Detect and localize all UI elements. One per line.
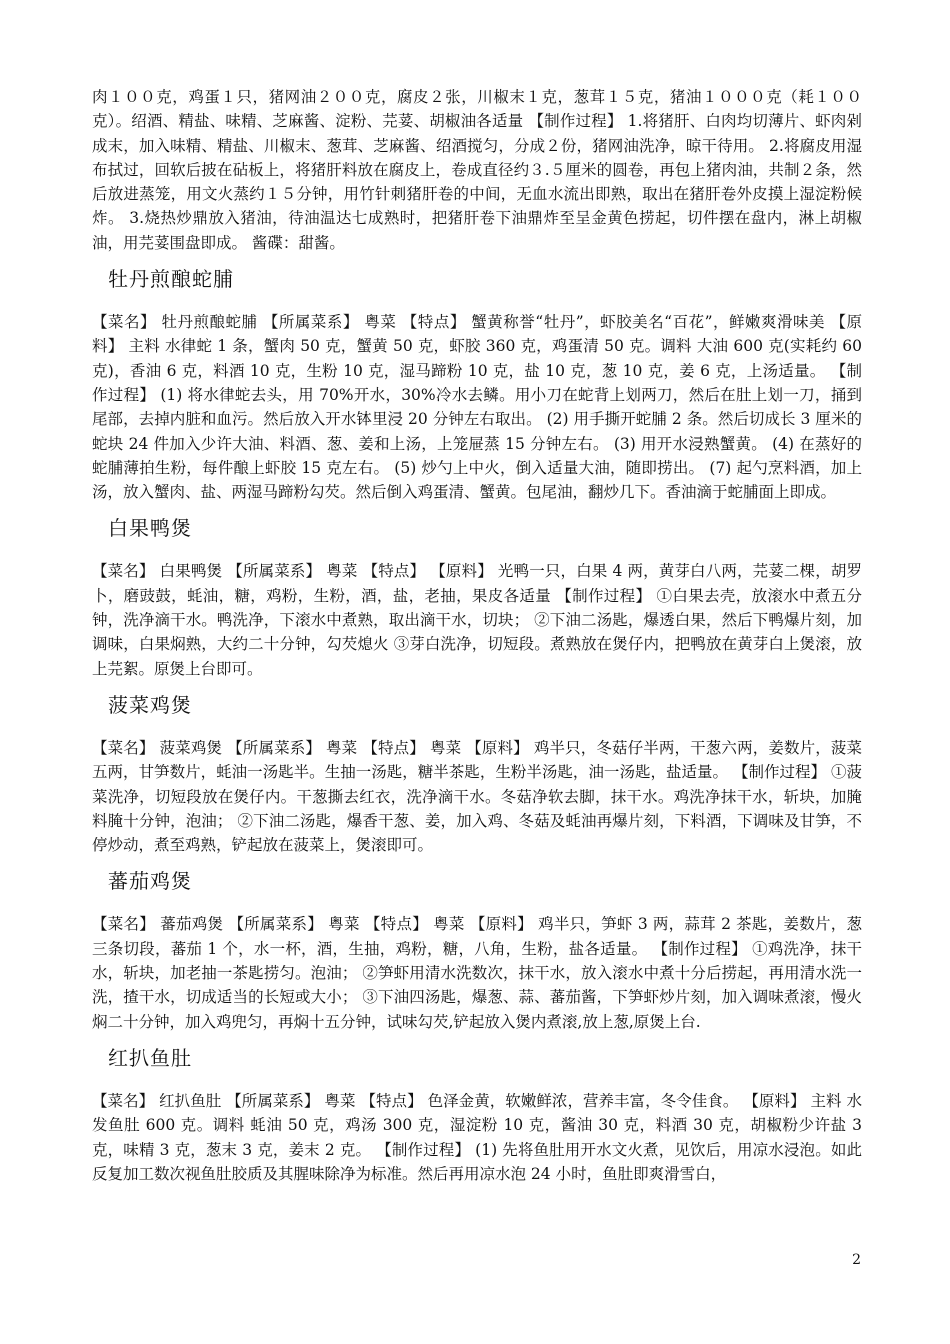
recipe-title: 蕃茄鸡煲 [108,869,192,894]
recipe-body: 【菜名】 菠菜鸡煲 【所属菜系】 粤菜 【特点】 粤菜 【原料】 鸡半只，冬菇仔半两，干葱六两，姜数片，菠菜五两，甘笋数片，蚝油一汤匙半。生抽一汤匙，糖半茶匙，生粉半汤匙，油一汤匙，盐适量。 【制作过程】 ①菠菜洗净，切短段放在煲仔内。干葱撕去红衣，洗净滴干水。冬菇净软去脚，抹干水。鸡洗净抹干水，斩块，加腌料腌十分钟，泡油； ②下油二汤匙，爆香干葱、姜，加入鸡、冬菇及蚝油再爆片刻，下料酒，下调味及甘笋，不停炒动，煮至鸡熟，铲起放在菠菜上，煲滚即可。 [92,738,862,855]
recipe-title: 菠菜鸡煲 [108,692,192,717]
recipe-body: 【菜名】 白果鸭煲 【所属菜系】 粤菜 【特点】 【原料】 光鸭一只，白果 4 两，黄芽白八两，芫荽二棵，胡罗卜，磨豉鼓，蚝油，糖，鸡粉，生粉，酒，盐，老抽，果皮各适量 【制作过程】 ①白果去壳，放滚水中煮五分钟，洗净滴干水。鸭洗净，下滚水中煮熟，取出滴干水，切块； ②下油二汤匙，爆透白果，然后下鸭爆片刻，加调味，白果焖熟，大约二十分钟，勾芡熄火 ③芽白洗净，切短段。煮熟放在煲仔内，把鸭放在黄芽白上煲滚，放上芫絮。原煲上台即可。 [92,562,862,678]
recipe-body: 【菜名】 牡丹煎酿蛇脯 【所属菜系】 粤菜 【特点】 蟹黄称誉“牡丹”，虾胶美名“百花”，鲜嫩爽滑味美 【原料】 主料 水律蛇 1 条，蟹肉 50 克，蟹黄 50 克，虾胶 360 克，鸡蛋清 50 克。调料 大油 600 克(实耗约 60 克)，香油 6 克，料酒 10 克，生粉 10 克，湿马蹄粉 10 克，盐 10 克，葱 10 克，姜 6 克，上汤适量。 【制作过程】 (1) 将水律蛇去头，用 70%开水，30%冷水去鳞。用小刀在蛇背上划两刀，然后在肚上划一刀，捅到尾部，去掉内脏和血污。然后放入开水钵里浸 20 分钟左右取出。 (2) 用手撕开蛇脯 2 条。然后切成长 3 厘米的蛇块 24 件加入少许大油、料酒、葱、姜和上汤，上笼屉蒸 15 分钟左右。 (3) 用开水浸熟蟹黄。 (4) 在蒸好的蛇脯薄拍生粉，每件酿上虾胶 15 克左右。 (5) 炒勺上中火，倒入适量大油，随即捞出。 (7) 起勺烹料酒，加上汤，放入蟹肉、盐、两湿马蹄粉勾芡。然后倒入鸡蛋清、蟹黄。包尾油，翻炒几下。香油滴于蛇脯面上即成。 [92,313,862,502]
recipe-title: 红扒鱼肚 [108,1045,192,1070]
recipe-title: 白果鸭煲 [108,516,192,541]
recipe-body: 【菜名】 红扒鱼肚 【所属菜系】 粤菜 【特点】 色泽金黄，软嫩鲜浓，营养丰富，冬令佳食。 【原料】 主料 水发鱼肚 600 克。调料 蚝油 50 克，鸡汤 300 克，湿淀粉 10 克，酱油 30 克，料酒 30 克，胡椒粉少许盐 3 克，味精 3 克，葱末 3 克，姜末 2 克。 【制作过程】 (1) 先将鱼肚用开水文火煮，见饮后，用凉水浸泡。如此反复加工数次视鱼肚胶质及其腥味除净为标准。然后再用凉水泡 24 小时，鱼肚即爽滑雪白， [92,1091,862,1183]
intro-paragraph: 肉１００克，鸡蛋１只，猪网油２００克，腐皮２张，川椒末１克，葱茸１５克，猪油１０００克（耗１００克）。绍酒、精盐、味精、芝麻酱、淀粉、芫荽、胡椒油各适量 【制作过程】 1.将猪肝、白肉均切薄片、虾肉剁成末，加入味精、精盐、川椒末、葱茸、芝麻酱、绍酒搅匀，分成２份，猪网油洗净，晾干待用。 2.将腐皮用湿布拭过，回软后披在砧板上，将猪肝料放在腐皮上，卷成直径约３.５厘米的圆卷，再包上猪肉油，共制２条，然后放进蒸笼，用文火蒸约１５分钟，用竹针刺猪肝卷的中间，无血水流出即熟，取出在猪肝卷外皮摸上湿淀粉候炸。 3.烧热炒鼎放入猪油，待油温达七成熟时，把猪肝卷下油鼎炸至呈金黄色捞起，切件摆在盘内，淋上胡椒油，用芫荽围盘即成。 酱碟：甜酱。 [92,88,862,252]
recipe-body: 【菜名】 蕃茄鸡煲 【所属菜系】 粤菜 【特点】 粤菜 【原料】 鸡半只，笋虾 3 两，蒜茸 2 茶匙，姜数片，葱三条切段，蕃茄 1 个，水一杯，酒，生抽，鸡粉，糖，八角，生粉，盐各适量。 【制作过程】 ①鸡洗净，抹干水，斩块，加老抽一茶匙捞匀。泡油； ②笋虾用清水洗数次，抹干水，放入滚水中煮十分后捞起，再用清水洗一洗，揸干水，切成适当的长短或大小； ③下油四汤匙，爆葱、蒜、蕃茄酱，下笋虾炒片刻，加入调味煮滚，慢火焖二十分钟，加入鸡兜匀，再焖十五分钟，试味勾芡,铲起放入煲内煮滚,放上葱,原煲上台. [92,915,862,1031]
document-page [92,85,862,1186]
recipe-title: 牡丹煎酿蛇脯 [108,267,234,292]
page-number: 2 [852,1252,861,1268]
